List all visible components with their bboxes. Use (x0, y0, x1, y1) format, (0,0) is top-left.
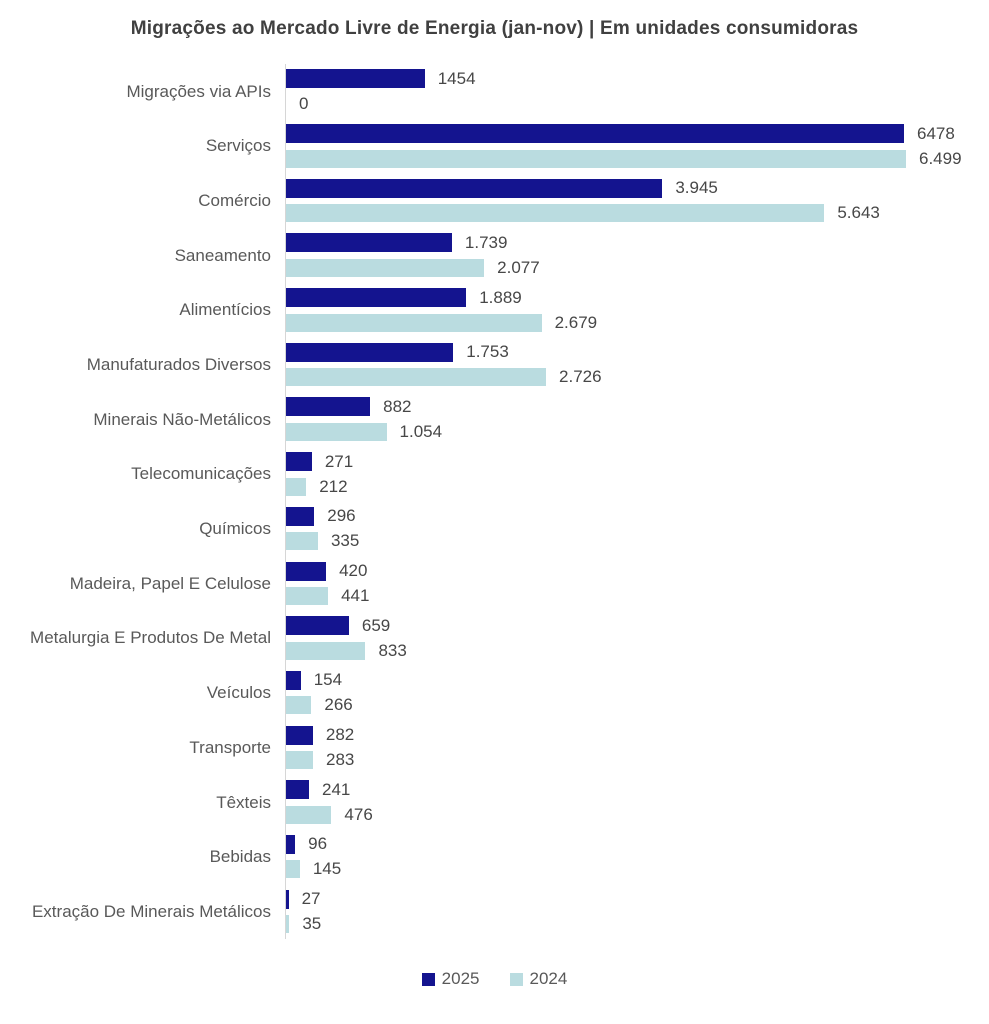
bar-line-2024 (286, 204, 989, 223)
value-label-2025: 154 (313, 670, 343, 690)
bar-line-2024 (286, 258, 989, 277)
value-label-2024: 335 (330, 531, 360, 551)
bar-line-2024 (286, 915, 989, 934)
bar-2025 (286, 562, 326, 581)
plot-cell (285, 173, 989, 228)
value-label-2024: 441 (341, 586, 370, 606)
bar-2025 (286, 780, 309, 799)
category-label: Bebidas (209, 847, 271, 867)
category-label: Telecomunicações (131, 464, 271, 484)
bar-2025 (286, 397, 370, 416)
legend-item-2025 (422, 969, 480, 989)
bar-2025 (286, 452, 312, 471)
value-label-2025: 296 (327, 506, 356, 526)
category-label: Veículos (206, 683, 271, 703)
category-row (0, 556, 989, 611)
category-label: Químicos (199, 519, 271, 539)
plot-cell (285, 720, 989, 775)
value-label-2025: 241 (321, 779, 351, 799)
bar-line-2024 (286, 860, 989, 879)
category-label: Saneamento (174, 245, 271, 265)
category-label: Têxteis (216, 792, 271, 812)
value-label-2024: 283 (325, 750, 355, 770)
bar-2025 (286, 233, 452, 252)
category-row (0, 447, 989, 502)
value-label-2024: 476 (344, 804, 373, 824)
bar-2025 (286, 726, 313, 745)
plot-cell (285, 392, 989, 447)
bar-2024 (286, 806, 331, 824)
value-label-2024: 6.499 (919, 148, 962, 168)
value-label-2024: 833 (378, 640, 407, 660)
plot-cell (285, 447, 989, 502)
bar-2025 (286, 288, 466, 307)
value-label-2024: 2.726 (559, 367, 602, 387)
value-label-2025: 282 (325, 725, 355, 745)
value-label-2025: 3.945 (675, 178, 718, 198)
value-label-2025: 659 (361, 615, 391, 635)
value-label-2025: 27 (301, 889, 321, 909)
plot-cell (285, 884, 989, 939)
bar-2024 (286, 532, 318, 550)
bar-line-2024 (286, 477, 989, 496)
bar-2024 (286, 423, 387, 441)
bar-2024 (286, 314, 542, 332)
bar-line-2025 (286, 562, 989, 581)
bar-2024 (286, 696, 311, 714)
category-label: Alimentícios (179, 300, 271, 320)
bar-2024 (286, 587, 328, 605)
bar-line-2025 (286, 343, 989, 362)
value-label-2025: 1.739 (464, 232, 508, 252)
category-row (0, 666, 989, 721)
plot-cell (285, 337, 989, 392)
bar-2024 (286, 150, 906, 168)
bar-2024 (286, 751, 313, 769)
plot-cell (285, 666, 989, 721)
legend-swatch-icon (422, 973, 435, 986)
category-label: Extração De Minerais Metálicos (31, 901, 271, 921)
plot-cell (285, 228, 989, 283)
chart-title: Migrações ao Mercado Livre de Energia (jan-nov) | Em unidades consumidoras (130, 18, 859, 39)
bar-line-2024 (286, 368, 989, 387)
bar-line-2024 (286, 422, 989, 441)
value-label-2024: 145 (312, 859, 342, 879)
category-row (0, 830, 989, 885)
value-label-2025: 96 (308, 834, 328, 854)
plot-cell (285, 830, 989, 885)
bar-2025 (286, 835, 295, 854)
legend-swatch-icon (510, 973, 523, 986)
bar-line-2024 (286, 696, 989, 715)
category-label: Migrações via APIs (126, 81, 271, 101)
bar-line-2024 (286, 94, 989, 113)
value-label-2024: 2.679 (554, 312, 598, 332)
category-row (0, 502, 989, 557)
bar-line-2025 (286, 616, 989, 635)
category-label: Metalurgia E Produtos De Metal (30, 628, 271, 648)
bar-line-2025 (286, 507, 989, 526)
category-label: Comércio (198, 190, 271, 210)
category-row (0, 611, 989, 666)
bar-line-2024 (286, 805, 989, 824)
bar-2024 (286, 642, 365, 660)
bar-line-2024 (286, 587, 989, 606)
bar-chart (0, 64, 989, 939)
category-row (0, 283, 989, 338)
category-label: Transporte (189, 737, 271, 757)
category-label: Minerais Não-Metálicos (93, 409, 271, 429)
bar-line-2025 (286, 890, 989, 909)
category-row (0, 775, 989, 830)
bar-2025 (286, 671, 301, 690)
value-label-2025: 1.889 (479, 287, 522, 307)
legend-label: 2025 (441, 969, 480, 988)
bar-2024 (286, 860, 300, 878)
value-label-2024: 266 (324, 695, 353, 715)
bar-2024 (286, 478, 306, 496)
legend-item-2024 (510, 969, 568, 989)
bar-2025 (286, 616, 349, 635)
legend (0, 969, 989, 989)
bar-line-2025 (286, 124, 989, 143)
bar-2024 (286, 204, 824, 222)
bar-line-2024 (286, 313, 989, 332)
value-label-2025: 271 (324, 451, 354, 471)
plot-cell (285, 611, 989, 666)
bar-line-2025 (286, 397, 989, 416)
bar-line-2025 (286, 452, 989, 471)
value-label-2024: 0 (299, 93, 309, 113)
bar-line-2025 (286, 179, 989, 198)
category-row (0, 119, 989, 174)
bar-line-2024 (286, 751, 989, 770)
category-row (0, 173, 989, 228)
value-label-2024: 35 (302, 914, 322, 934)
plot-cell (285, 283, 989, 338)
bar-2025 (286, 890, 289, 909)
legend-label: 2024 (529, 969, 568, 988)
bar-line-2025 (286, 780, 989, 799)
value-label-2024: 2.077 (497, 257, 540, 277)
bar-2025 (286, 507, 314, 526)
bar-2024 (286, 259, 484, 277)
bar-2025 (286, 69, 425, 88)
bar-line-2024 (286, 532, 989, 551)
bar-line-2024 (286, 641, 989, 660)
bar-2025 (286, 124, 904, 143)
category-row (0, 392, 989, 447)
bar-line-2025 (286, 835, 989, 854)
plot-cell (285, 64, 989, 119)
value-label-2024: 1.054 (399, 421, 443, 441)
value-label-2025: 6478 (916, 123, 955, 143)
category-label: Madeira, Papel E Celulose (69, 573, 271, 593)
plot-cell (285, 119, 989, 174)
bar-line-2025 (286, 69, 989, 88)
bar-2025 (286, 343, 453, 362)
value-label-2025: 420 (339, 561, 368, 581)
value-label-2025: 1.753 (466, 342, 509, 362)
value-label-2024: 212 (319, 476, 348, 496)
bar-line-2024 (286, 149, 989, 168)
category-row (0, 337, 989, 392)
category-row (0, 884, 989, 939)
value-label-2024: 5.643 (837, 203, 880, 223)
bar-2024 (286, 368, 546, 386)
category-row (0, 720, 989, 775)
category-label: Manufaturados Diversos (86, 355, 271, 374)
category-label: Serviços (205, 136, 271, 156)
plot-cell (285, 556, 989, 611)
bar-line-2025 (286, 726, 989, 745)
bar-line-2025 (286, 671, 989, 690)
value-label-2025: 882 (383, 396, 412, 416)
value-label-2025: 1454 (437, 68, 476, 88)
plot-cell (285, 502, 989, 557)
bar-2025 (286, 179, 662, 198)
bar-2024 (286, 915, 289, 933)
bar-line-2025 (286, 233, 989, 252)
category-row (0, 228, 989, 283)
category-row (0, 64, 989, 119)
plot-cell (285, 775, 989, 830)
bar-line-2025 (286, 288, 989, 307)
